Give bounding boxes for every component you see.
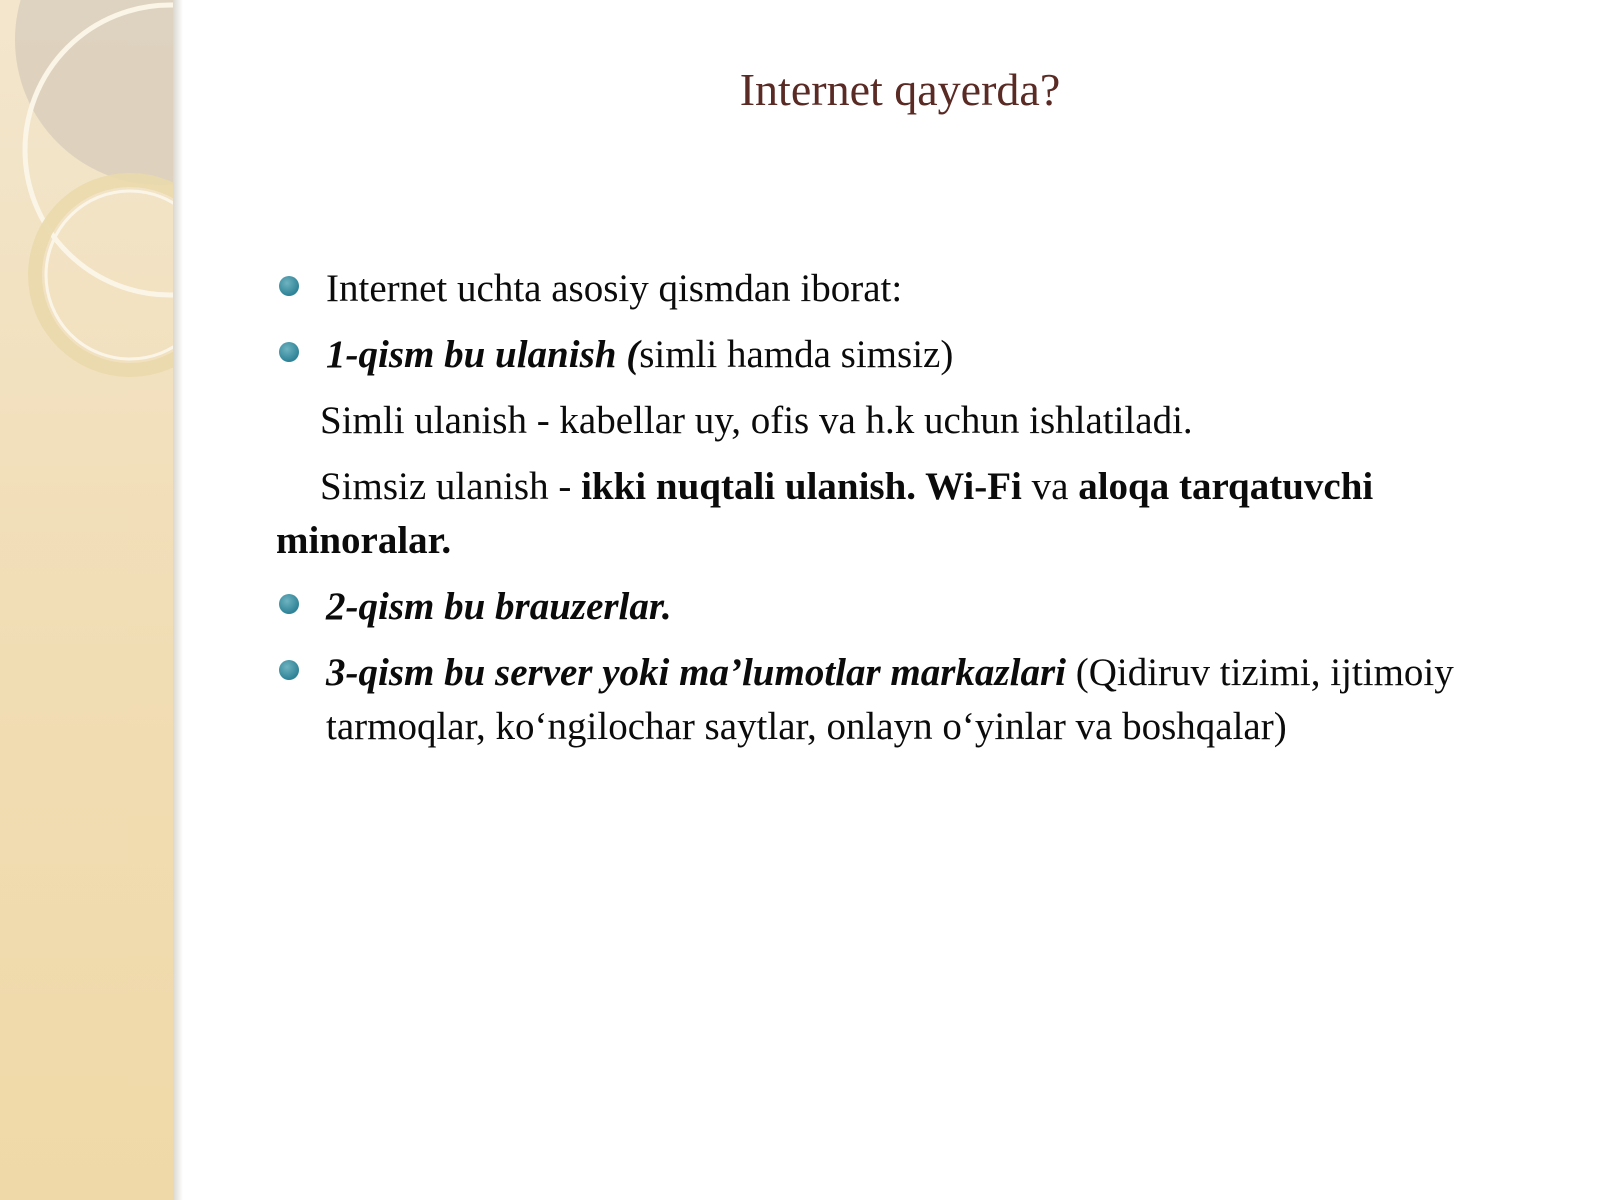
bullet-dot-icon [279,660,299,680]
bullet-item [276,646,1536,754]
bullet-emphasis: 1-qism bu ulanish ( [326,333,640,376]
line-text: Simsiz ulanish - [320,465,582,508]
bullet-item [276,262,1536,316]
decorative-circles [0,0,173,1200]
bullet-text: (Qidiruv tizimi, ijtimoiy tarmoqlar, ko‘ngilochar saytlar, onlayn o‘yinlar va boshqalar) [326,651,1454,748]
bullet-emphasis: 2-qism bu brauzerlar. [326,585,672,628]
bullet-dot-icon [279,276,299,296]
bullet-emphasis: 3-qism bu server yoki ma’lumotlar markazlari [326,651,1066,694]
line-text: Simli ulanish - kabellar uy, ofis va h.k uchun ishlatiladi. [320,399,1193,442]
slide-content [276,262,1536,766]
line-emphasis: aloqa tarqatuvchi minoralar. [276,465,1374,562]
slide-title: Internet qayerda? [739,64,1061,115]
bullet-dot-icon [279,342,299,362]
decorative-sidebar [0,0,173,1200]
bullet-item [276,580,1536,634]
sidebar-shadow [173,0,183,1200]
wireless-connection-line [276,460,1536,568]
bullet-dot-icon [279,594,299,614]
bullet-item [276,328,1536,382]
line-emphasis: ikki nuqtali ulanish. Wi-Fi [581,465,1022,508]
bullet-text: simli hamda simsiz) [639,333,954,376]
bullet-text: Internet uchta asosiy qismdan iborat: [326,267,903,310]
wired-connection-line [276,394,1536,448]
line-text: va [1021,465,1079,508]
